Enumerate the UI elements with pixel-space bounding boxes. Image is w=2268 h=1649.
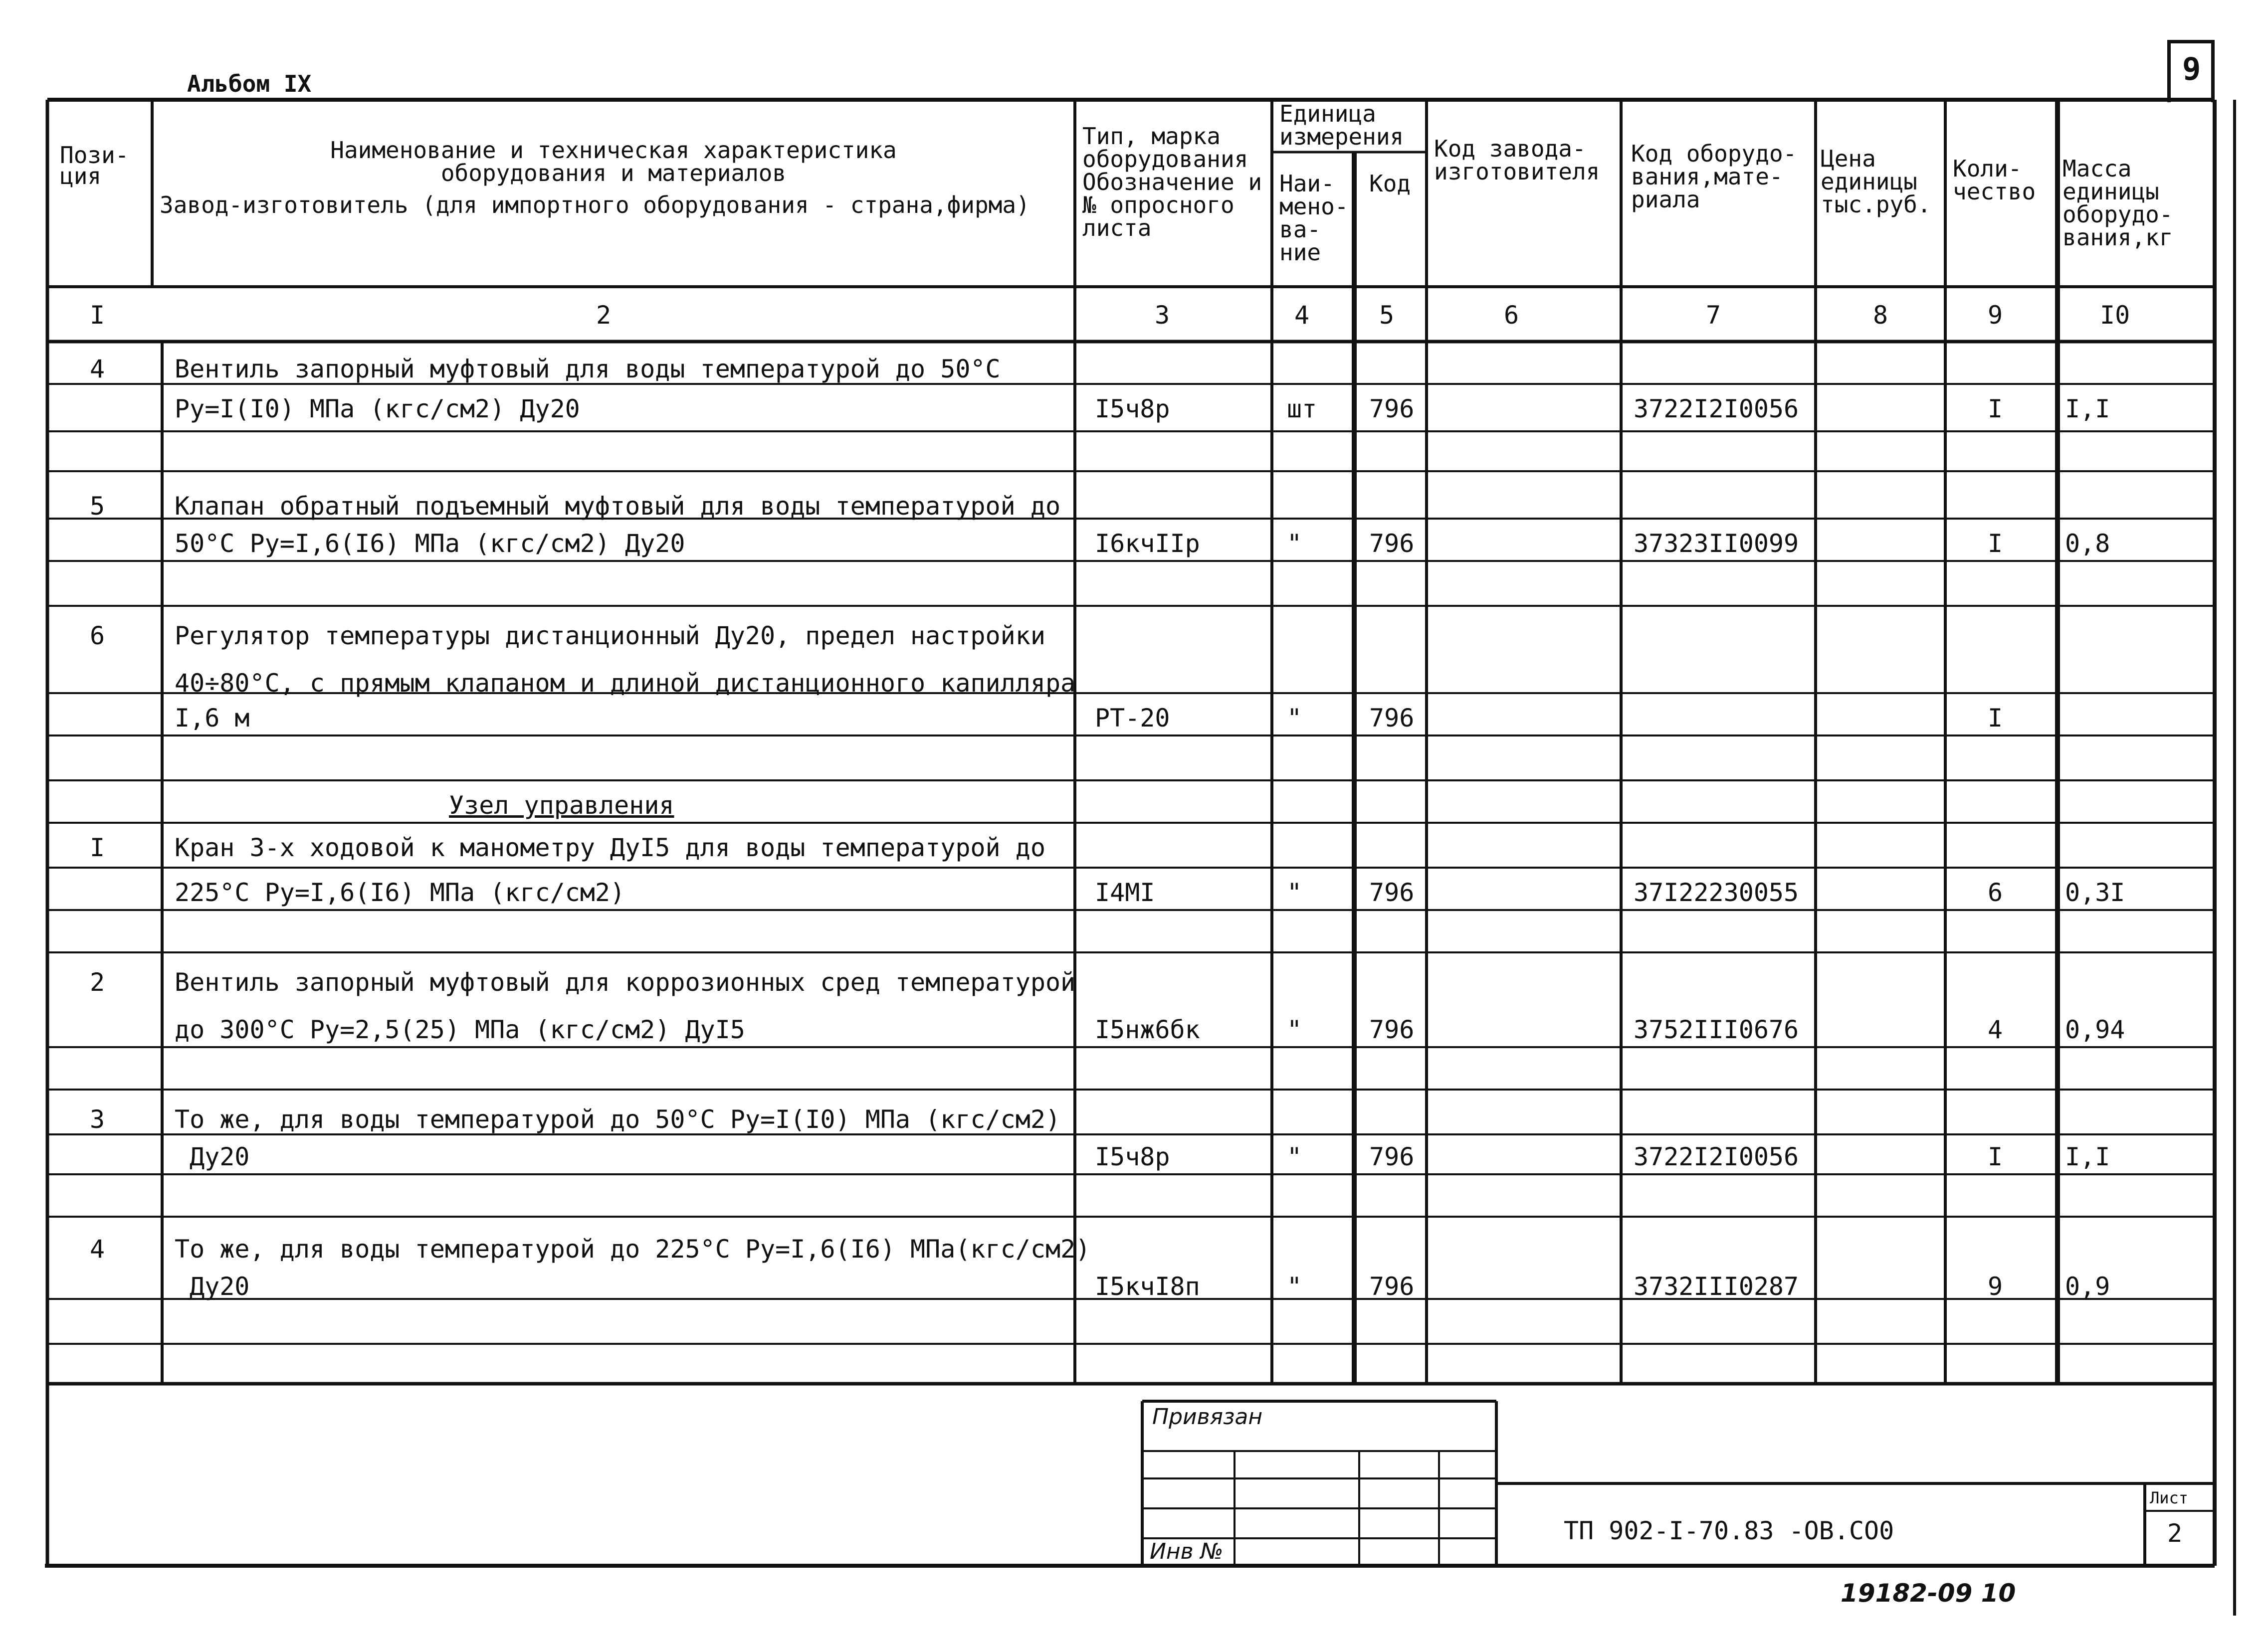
row-description: Кран 3-х ходовой к манометру ДуI5 для воды температурой до <box>175 833 1045 862</box>
column-number-3: 3 <box>1155 301 1170 330</box>
row-description: То же, для воды температурой до 225°С Ру=I,6(I6) МПа(кгс/см2) <box>175 1235 1091 1264</box>
row-mass: 0,94 <box>2065 1015 2125 1044</box>
row-material-code: 3752III0676 <box>1634 1015 1799 1044</box>
row-quantity: I <box>1988 529 2003 558</box>
row-type-mark: I5ч8р <box>1095 394 1170 423</box>
header-col6: Код завода- изготовителя <box>1434 135 1600 185</box>
header-col10: Масса единицы оборудо- вания,кг <box>2062 155 2173 251</box>
row-unit-name: шт <box>1287 394 1317 423</box>
row-material-code: 37323II0099 <box>1634 529 1799 558</box>
header-col5: Код <box>1369 170 1411 197</box>
row-type-mark: I6кчIIр <box>1095 529 1200 558</box>
row-quantity: 9 <box>1988 1272 2003 1301</box>
row-unit-code: 796 <box>1369 704 1415 733</box>
row-material-code: 37I22230055 <box>1634 878 1799 907</box>
footer-note: 19182-09 10 <box>1841 1579 2016 1608</box>
column-number-8: 8 <box>1873 301 1888 330</box>
row-position: 3 <box>90 1105 105 1134</box>
column-number-9: 9 <box>1988 301 2003 330</box>
row-unit-code: 796 <box>1369 529 1415 558</box>
row-material-code: 3722I2I0056 <box>1634 394 1799 423</box>
row-mass: 0,9 <box>2065 1272 2110 1301</box>
row-unit-code: 796 <box>1369 878 1415 907</box>
row-material-code: 3722I2I0056 <box>1634 1142 1799 1171</box>
row-position: 4 <box>90 355 105 383</box>
row-type-mark: РТ-20 <box>1095 704 1170 733</box>
header-col2: Наименование и техническая характеристика оборудования и материалов Завод-изготовитель (для импортного оборудования - страна,фирма) <box>160 137 1030 218</box>
row-description: Узел управления <box>449 791 674 820</box>
row-quantity: I <box>1988 394 2003 423</box>
row-quantity: I <box>1988 704 2003 733</box>
row-unit-code: 796 <box>1369 1272 1415 1301</box>
column-number-4: 4 <box>1294 301 1310 330</box>
header-col3: Тип, марка оборудования Обозначение и № опросного листа <box>1082 123 1262 241</box>
header-col9: Коли- чество <box>1953 155 2036 205</box>
header-unit-group: Единица измерения <box>1279 100 1404 150</box>
header-col4: Наи- мено- ва- ние <box>1279 170 1349 266</box>
row-unit-name: " <box>1287 529 1302 558</box>
row-unit-code: 796 <box>1369 1015 1415 1044</box>
row-description: Вентиль запорный муфтовый для воды температурой до 50°С <box>175 355 1001 383</box>
column-number-2: 2 <box>596 301 612 330</box>
row-position: 6 <box>90 621 105 650</box>
row-description: Клапан обратный подъемный муфтовый для воды температурой до <box>175 492 1061 521</box>
album-label: Альбом IX <box>187 70 312 97</box>
page-corner-number: 9 <box>2182 51 2201 87</box>
row-description: Ду20 <box>190 1272 250 1301</box>
column-number-6: 6 <box>1504 301 1519 330</box>
row-description: 40÷80°С, с прямым клапаном и длиной дистанционного капилляра <box>175 669 1076 698</box>
row-description: То же, для воды температурой до 50°С Ру=I(I0) МПа (кгс/см2) <box>175 1105 1061 1134</box>
sheet-label: Лист <box>2150 1488 2189 1507</box>
row-quantity: 4 <box>1988 1015 2003 1044</box>
row-description: Ру=I(I0) МПа (кгс/см2) Ду20 <box>175 394 580 423</box>
row-unit-code: 796 <box>1369 1142 1415 1171</box>
column-number-1: I <box>90 301 105 330</box>
row-type-mark: I4МI <box>1095 878 1155 907</box>
row-description: 50°С Ру=I,6(I6) МПа (кгс/см2) Ду20 <box>175 529 685 558</box>
row-unit-name: " <box>1287 1272 1302 1301</box>
column-number-5: 5 <box>1379 301 1395 330</box>
row-description: I,6 м <box>175 704 250 733</box>
row-position: 5 <box>90 492 105 521</box>
header-col1: Пози- ция <box>60 142 129 189</box>
row-position: 4 <box>90 1235 105 1264</box>
sheet-number: 2 <box>2167 1519 2183 1548</box>
row-unit-name: " <box>1287 878 1302 907</box>
row-material-code: 3732III0287 <box>1634 1272 1799 1301</box>
row-unit-code: 796 <box>1369 394 1415 423</box>
document-code: ТП 902-I-70.83 -ОВ.СО0 <box>1564 1516 1894 1545</box>
row-description: Регулятор температуры дистанционный Ду20, предел настройки <box>175 621 1045 650</box>
row-unit-name: " <box>1287 1015 1302 1044</box>
row-description: Вентиль запорный муфтовый для коррозионных сред температурой <box>175 968 1076 997</box>
row-description: Ду20 <box>190 1142 250 1171</box>
row-mass: 0,8 <box>2065 529 2110 558</box>
row-description: 225°С Ру=I,6(I6) МПа (кгс/см2) <box>175 878 625 907</box>
row-type-mark: I5ч8р <box>1095 1142 1170 1171</box>
row-unit-name: " <box>1287 704 1302 733</box>
row-mass: I,I <box>2065 1142 2110 1171</box>
row-description: до 300°С Ру=2,5(25) МПа (кгс/см2) ДуI5 <box>175 1015 745 1044</box>
row-mass: I,I <box>2065 394 2110 423</box>
row-quantity: 6 <box>1988 878 2003 907</box>
row-type-mark: I5нж6бк <box>1095 1015 1200 1044</box>
column-number-10: I0 <box>2100 301 2130 330</box>
row-unit-name: " <box>1287 1142 1302 1171</box>
row-mass: 0,3I <box>2065 878 2125 907</box>
row-quantity: I <box>1988 1142 2003 1171</box>
row-position: 2 <box>90 968 105 997</box>
column-number-7: 7 <box>1706 301 1721 330</box>
stamp-privyazan: Привязан <box>1152 1404 1263 1430</box>
row-position: I <box>90 833 105 862</box>
stamp-inv-no: Инв № <box>1150 1539 1224 1564</box>
header-col8: Цена единицы тыс.руб. <box>1821 145 1931 218</box>
row-type-mark: I5кчI8п <box>1095 1272 1200 1301</box>
header-col7: Код оборудо- вания,мате- риала <box>1631 140 1797 213</box>
